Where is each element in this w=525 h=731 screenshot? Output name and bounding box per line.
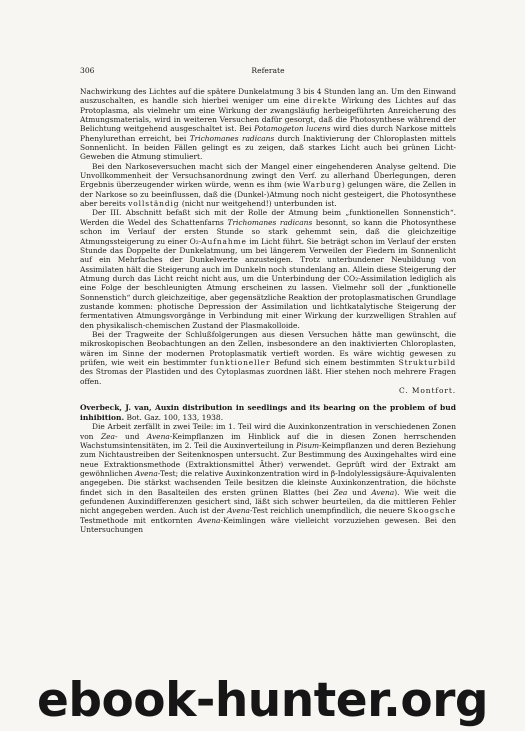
reviewer-signature: C. Montfort. bbox=[399, 386, 456, 395]
watermark: ebook-hunter.org bbox=[36, 673, 489, 728]
review1-paragraph-2: Bei den Narkoseversuchen macht sich der Mangel einer eingehenderen Analyse geltend. Die Unvollkommenheit der Versuchsanordnung zwingt den Verf. zu allerhand Überlegungen, deren Ergebnis überzeugender wirken würde, wenn es ihm (wie Warburg) gelungen wäre, die Zellen in der Narkose so zu beeinflussen, daß die (Dunkel-)Atmung noch nicht gesteigert, die Photosynthese aber bereits vollständig (nicht nur weitgehend!) unterbunden ist. bbox=[80, 161, 456, 209]
review2-heading bbox=[80, 403, 456, 422]
review1-paragraph-1: Nachwirkung des Lichtes auf die spätere Dunkelatmung 3 bis 4 Stunden lang an. Um den Einwand auszuschalten, es handle sich hierbei weniger um eine direkte Wirkung des Lichtes auf das Protoplasma, als vielmehr um eine Wirkung der zwangsläufig herbeigeführten Anreicherung des Atmungsmaterials, wird in weiteren Versuchen dafür gesorgt, daß die Photosynthese während der Belichtung weitgehend ausgeschaltet ist. Bei Potamogeton lucens wird dies durch Narkose mittels Phenylurethan erreicht, bei Trichomanes radicans durch Inaktivierung der Chloroplasten mittels Sonnenlicht. In beiden Fällen gelingt es zu zeigen, daß starkes Licht auch bei grünen Licht-Geweben die Atmung stimuliert. bbox=[80, 87, 456, 162]
document-page bbox=[80, 66, 456, 534]
review2-title: Auxin distribution in seedlings and its bearing on the problem of bud inhibition. bbox=[80, 403, 456, 422]
review2-citation: Bot. Gaz. 100, 133, 1938. bbox=[124, 412, 224, 422]
review2-paragraph-1: Die Arbeit zerfällt in zwei Teile: im 1. Teil wird die Auxinkonzentration in verschiedenen Zonen von Zea- und Avena-Keimpflanzen im Hinblick auf die in diesen Zonen herrschenden Wachstumsintensitäten, im 2. Teil die Auxinverteilung in Pisum-Keimpflanzen und deren Beziehung zum Nichtaustreiben der Seitenknospen untersucht. Zur Bestimmung des Auxingehaltes wird eine neue Extraktionsmethode (Extraktionsmittel Äther) verwendet. Geprüft wird der Extrakt am gewöhnlichen Avena-Test; die relative Auxinkonzentration wird in β-Indolylessigsäure-Äquivalenten angegeben. Die stärkst wachsenden Teile besitzen die kleinste Auxinkonzentration, die höchste findet sich in den Basalteilen des ersten grünen Blattes (bei Zea und Avena). Wie weit die gefundenen Auxindifferenzen gesichert sind, läßt sich schwer beurteilen, da die mittleren Fehler nicht angegeben werden. Auch ist der Avena-Test reichlich unempfindlich, die neuere Skoogsche Testmethode mit entkornten Avena-Keimlingen wäre vielleicht vorzuziehen gewesen. Bei den Untersuchungen bbox=[80, 422, 456, 534]
page-number: 306 bbox=[80, 66, 95, 75]
review1-paragraph-4: Bei der Tragweite der Schlußfolgerungen aus diesen Versuchen hätte man gewünscht, die mikroskopischen Beobachtungen an den Zellen, insbesondere an den inaktivierten Chloroplasten, wären im Sinne der modernen Protoplasmatik vertieft worden. Es wäre wichtig gewesen zu prüfen, wie weit ein bestimmter funktioneller Befund sich einem bestimmten Strukturbild des Stromas der Plastiden und des Cytoplasmas zuordnen läßt. Hier stehen noch mehrere Fragen offen. C. Montfort. bbox=[80, 329, 456, 395]
running-header bbox=[80, 66, 456, 75]
review1-paragraph-3: Der III. Abschnitt befaßt sich mit der Rolle der Atmung beim „funktionellen Sonnenstich“. Werden die Wedel des Schattenfarns Trichomanes radicans besonnt, so kann die Photosynthese schon im Verlauf der ersten Stunde so stark gehemmt sein, daß die gleichzeitige Atmungssteigerung zu einer O₂-Aufnahme im Licht führt. Sie beträgt schon im Verlauf der ersten Stunde das Doppelte der Dunkelatmung, um bei längerem Verweilen der Fiedern im Sonnenlicht auf ein Mehrfaches der Dunkelwerte anzusteigen. Trotz unterbundener Neubildung von Assimilaten hält die Steigerung auch im Dunkeln noch stundenlang an. Allein diese Steigerung der Atmung durch das Licht reicht nicht aus, um die Unterbindung der CO₂-Assimilation lediglich als eine Folge der beschleunigten Atmung erscheinen zu lassen. Vielmehr soll der „funktionelle Sonnenstich“ durch gleichzeitige, aber gegensätzliche Reaktion der protoplasmatischen Grundlage zustande kommen: photische Depression der Assimilation und lichtkatalytische Steigerung der fermentativen Atmungsvorgänge in Verbindung mit einer Wirkung der kurzwelligen Strahlen auf den physikalisch-chemischen Zustand der Plasmakolloide. bbox=[80, 208, 457, 330]
review2-authors: Overbeck, J. van, bbox=[80, 403, 152, 413]
running-title: Referate bbox=[251, 66, 285, 75]
